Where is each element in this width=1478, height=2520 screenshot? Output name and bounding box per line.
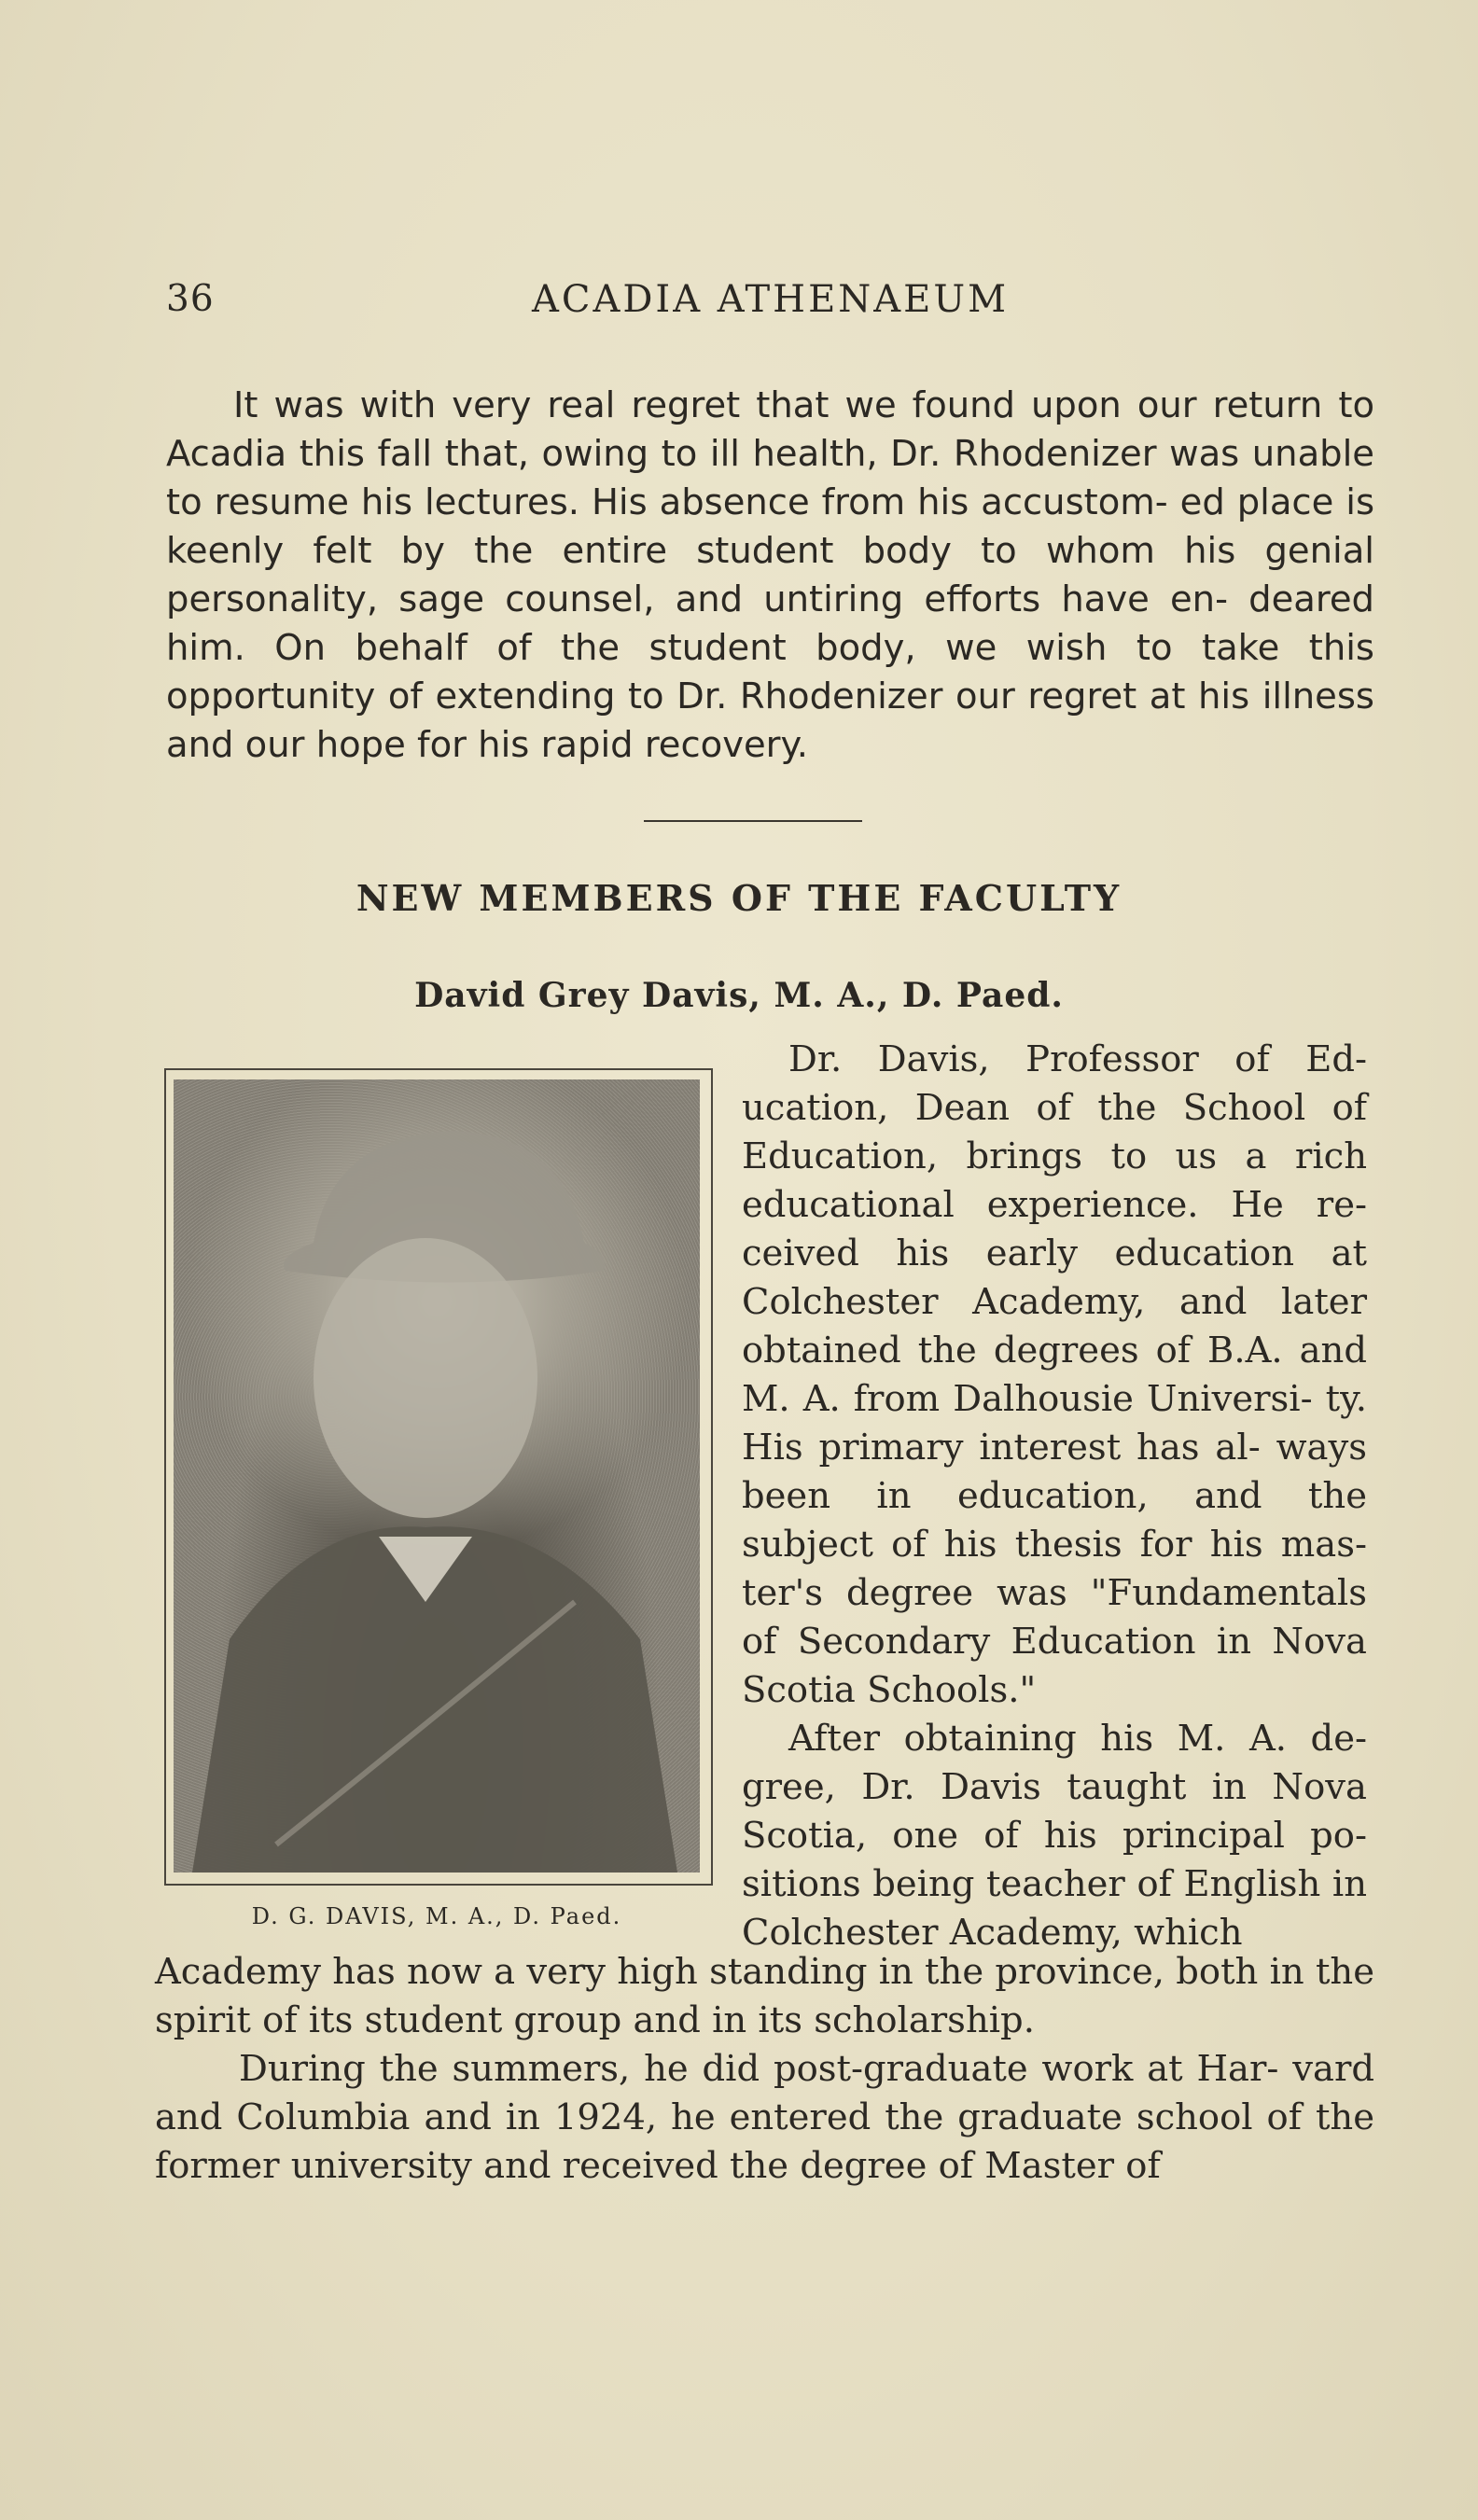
portrait-frame bbox=[164, 1068, 713, 1886]
bio-paragraph-2: After obtaining his M. A. de- gree, Dr. Davis taught in Nova Scotia, one of his principal po- sitions being teacher of English in Colchester Academy, which bbox=[742, 1718, 1367, 1954]
portrait-figure bbox=[174, 1079, 700, 1873]
running-header bbox=[166, 278, 1374, 334]
section-heading: NEW MEMBERS OF THE FACULTY bbox=[356, 877, 1122, 919]
bio-paragraph-3: During the summers, he did post-graduate work at Har- vard and Columbia and in 1924, he entered the graduate school of the former university and received the degree of Master of bbox=[155, 2048, 1374, 2187]
running-title: ACADIA ATHENAEUM bbox=[531, 278, 1010, 321]
intro-paragraph: It was with very real regret that we found upon our return to Acadia this fall that, owing to ill health, Dr. Rhodenizer was unable to resume his lectures. His absence from his accustom- ed place is keenly felt by the entire student body to whom his genial personality, sage counsel, and untiring efforts have en- deared him. On behalf of the student body, we wish to take this opportunity of extending to Dr. Rhodenizer our regret at his illness and our hope for his rapid recovery. bbox=[166, 384, 1374, 766]
faculty-member-name: David Grey Davis, M. A., D. Paed. bbox=[414, 976, 1064, 1015]
section-divider bbox=[644, 820, 862, 822]
bio-paragraph-1: Dr. Davis, Professor of Ed- ucation, Dean of the School of Education, brings to us a rich educational experience. He re- ceived his early education at Colchester Academy, and later obtained the degrees of B.A. and M. A. from Dalhousie Universi- ty. His primary interest has al- ways been in education, and the subject of his thesis for his mas- ter's degree was "Fundamentals of Secondary Education in Nova Scotia Schools." bbox=[742, 1038, 1367, 1711]
photo-caption: D. G. DAVIS, M. A., D. Paed. bbox=[251, 1903, 622, 1929]
portrait-photo bbox=[174, 1079, 700, 1873]
bio-continuation: Academy has now a very high standing in the province, both in the spirit of its student group and in its scholarship. bbox=[155, 1951, 1374, 2041]
bio-column bbox=[742, 1036, 1367, 1957]
page-number: 36 bbox=[166, 278, 215, 320]
